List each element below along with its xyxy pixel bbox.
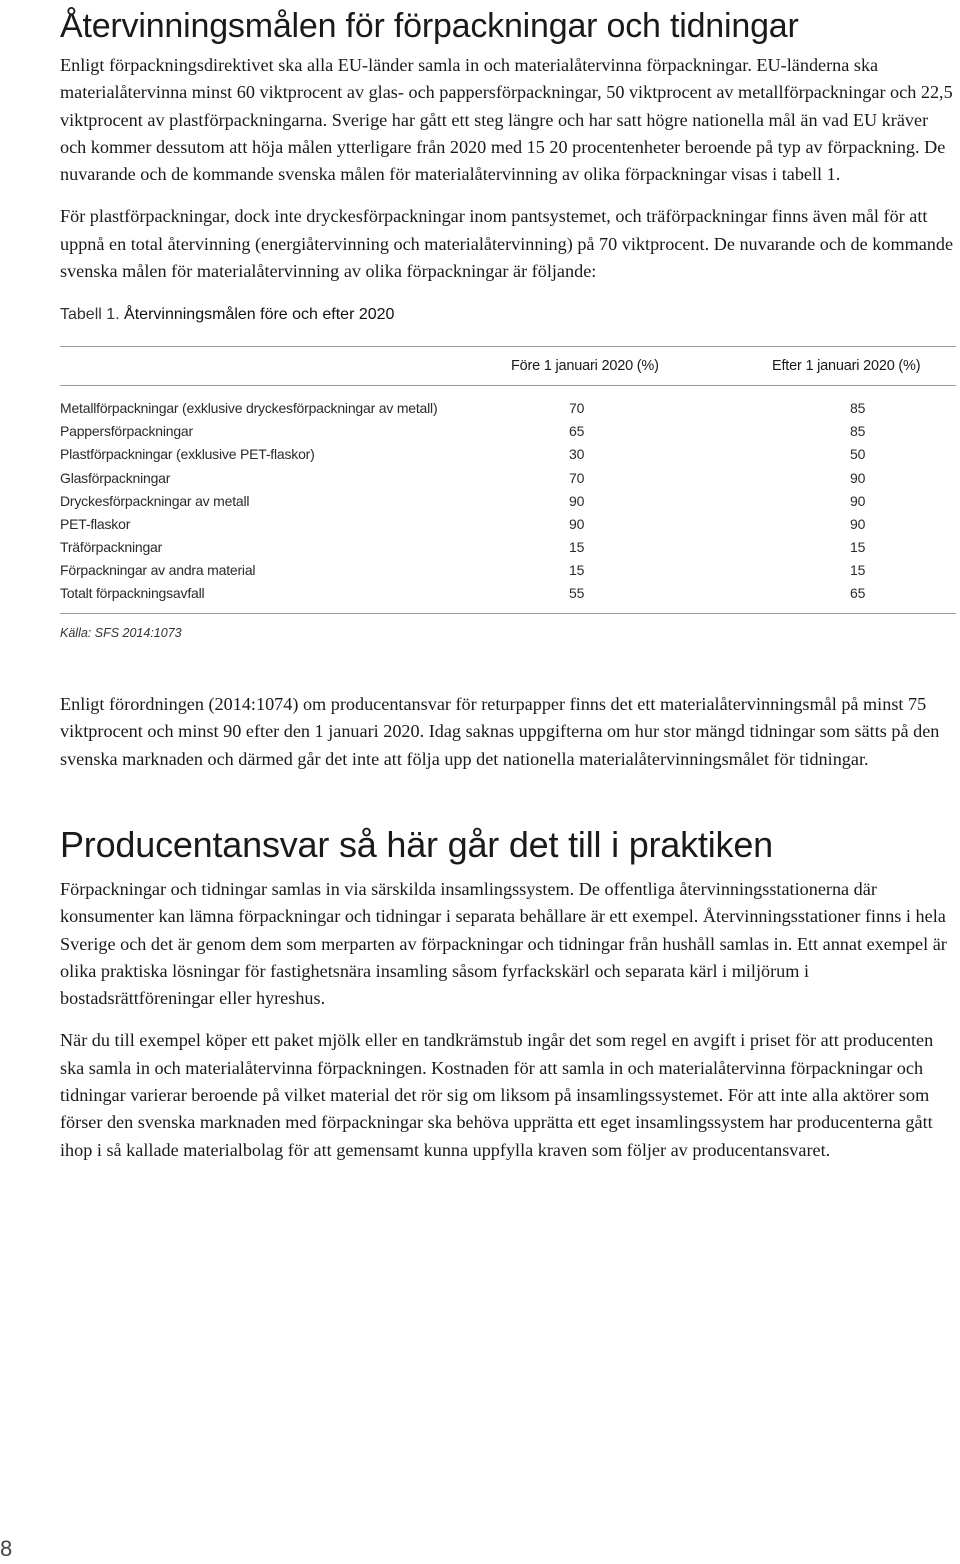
table-row <box>60 420 956 443</box>
table-row <box>60 466 956 489</box>
table-cell-category: Totalt förpackningsavfall <box>60 585 205 602</box>
table-cell-category: Dryckesförpackningar av metall <box>60 492 250 509</box>
page-number: 8 <box>0 1536 13 1561</box>
table-cell-before-2020: 15 <box>569 539 585 556</box>
paragraph-newspaper-goal: Enligt förordningen (2014:1074) om producentansvar för returpapper finns det ett materialåtervinningsmål på minst 75 viktprocent och minst 90 efter den 1 januari 2020. Idag saknas uppgifterna om hur stor mängd tidningar som sätts på den svenska marknaden och därmed går det inte att följa upp det nationella materialåtervinningsmålet för tidningar. <box>60 694 940 769</box>
paragraph-plastic-goals: För plastförpackningar, dock inte dryckesförpackningar inom pantsystemet, och träförpackningar finns även mål för att uppnå en total återvinning (energiåtervinning och materialåtervinning) på 70 viktprocent. De nuvarande och de kommande svenska målen för materialåtervinning av olika förpackningar är följande: <box>60 206 954 282</box>
table-row <box>60 386 956 420</box>
recycling-goals-table <box>60 346 956 614</box>
table-cell-category: Metallförpackningar (exklusive dryckesförpackningar av metall) <box>60 399 438 416</box>
table-header-category <box>60 347 511 386</box>
table-cell-before-2020: 30 <box>569 446 585 463</box>
table-header-before-2020: Före 1 januari 2020 (%) <box>511 358 659 375</box>
table-row <box>60 582 956 614</box>
table-row <box>60 536 956 559</box>
table-header-row <box>60 347 956 386</box>
table-cell-after-2020: 85 <box>850 399 866 416</box>
section-heading-recycling-goals: Återvinningsmålen för förpackningar och tidningar <box>60 7 799 45</box>
table-row <box>60 489 956 512</box>
table-cell-before-2020: 90 <box>569 492 585 509</box>
paragraph-eu-directive: Enligt förpackningsdirektivet ska alla EU-länder samla in och materialåtervinna förpackningar. EU-länderna ska materialåtervinna minst 60 viktprocent av glas- och pappersförpackningar, 50 viktprocent av metallförpackningar och 22,5 viktprocent av plastförpackningarna. Sverige har gått ett steg längre och har satt högre nationella mål än vad EU kräver och kommer dessutom att höja målen ytterligare från 2020 med 15 20 procentenheter beroende på typ av förpackning. De nuvarande och de kommande svenska målen för materialåtervinning av olika förpackningar visas i tabell 1. <box>60 55 953 185</box>
table-row <box>60 559 956 582</box>
table-cell-after-2020: 90 <box>850 492 866 509</box>
table-cell-category: PET-flaskor <box>60 515 131 532</box>
table-header-after-2020: Efter 1 januari 2020 (%) <box>772 358 921 375</box>
paragraph-producer-fees: När du till exempel köper ett paket mjölk eller en tandkrämstub ingår det som regel en avgift i priset för att producenten ska samla in och materialåtervinna förpackningen. Kostnaden för att samla in och materialåtervinna förpackningar och tidningar varierar beroende på vilket material det rör sig om liksom på insamlingssystemet. För att inte alla aktörer som förser den svenska marknaden med förpackningar ska behöva upprätta ett eget insamlingssystem har producenterna gått ihop i så kallade materialbolag för att gemensamt kunna uppfylla kraven som följer av producentansvaret. <box>60 1030 934 1160</box>
table-cell-after-2020: 85 <box>850 423 866 440</box>
document-page <box>60 0 956 1164</box>
table-cell-category: Plastförpackningar (exklusive PET-flaskor) <box>60 446 315 463</box>
table-cell-before-2020: 70 <box>569 399 585 416</box>
table-cell-after-2020: 65 <box>850 585 866 602</box>
table-row <box>60 512 956 535</box>
paragraph-collection-systems: Förpackningar och tidningar samlas in via särskilda insamlingssystem. De offentliga återvinningsstationerna där konsumenter kan lämna förpackningar och tidningar i separata behållare är ett exempel. Återvinningsstationer finns i hela Sverige och det är genom dem som merparten av förpackningar och tidningar från hushåll samlas in. Ett annat exempel är olika praktiska lösningar för fastighetsnära insamling såsom fyrfackskärl och separata kärl i miljörum i bostadsrättföreningar eller hyreshus. <box>60 878 947 1009</box>
table-cell-category: Förpackningar av andra material <box>60 562 256 579</box>
table-cell-category: Pappersförpackningar <box>60 423 193 440</box>
table-row <box>60 443 956 466</box>
table-cell-before-2020: 65 <box>569 423 585 440</box>
section-heading-producer-responsibility: Producentansvar så här går det till i praktiken <box>60 823 773 865</box>
table-cell-before-2020: 55 <box>569 585 585 602</box>
table-cell-before-2020: 15 <box>569 562 585 579</box>
table-cell-before-2020: 90 <box>569 515 585 532</box>
table-cell-after-2020: 90 <box>850 469 866 486</box>
table-cell-category: Glasförpackningar <box>60 469 171 486</box>
table-source: Källa: SFS 2014:1073 <box>60 626 182 641</box>
table-cell-category: Träförpackningar <box>60 539 163 556</box>
table-caption-title: Återvinningsmålen före och efter 2020 <box>124 306 395 324</box>
table-body <box>60 386 956 614</box>
table-cell-after-2020: 90 <box>850 515 866 532</box>
table-cell-before-2020: 70 <box>569 469 585 486</box>
table-cell-after-2020: 15 <box>850 539 866 556</box>
table-caption <box>60 305 956 325</box>
table-caption-label: Tabell 1. <box>60 306 120 324</box>
table-cell-after-2020: 50 <box>850 446 866 463</box>
table-cell-after-2020: 15 <box>850 562 866 579</box>
